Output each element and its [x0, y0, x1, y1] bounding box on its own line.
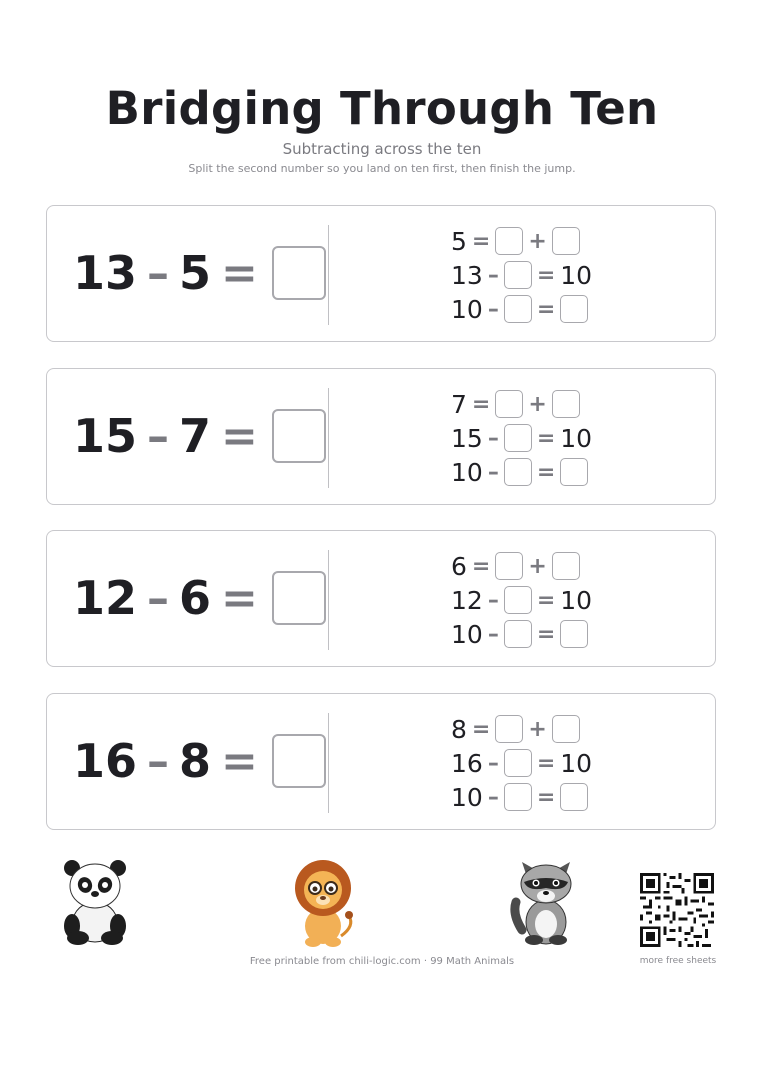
answer-box[interactable]	[272, 734, 326, 788]
raccoon-illustration	[508, 854, 582, 948]
bridging-steps	[451, 549, 691, 651]
step-to-ten-minuend: 15	[451, 423, 483, 453]
minuend: 15	[73, 409, 138, 463]
plus-sign: +	[528, 228, 547, 254]
minus-sign: –	[487, 296, 499, 322]
equals-sign: =	[471, 391, 491, 417]
to-ten-box[interactable]	[504, 424, 532, 452]
main-equation	[73, 206, 326, 340]
minus-sign: –	[487, 784, 499, 810]
step-finish	[451, 617, 691, 651]
page-subtitle: Subtracting across the ten	[282, 140, 482, 158]
main-equation	[73, 531, 326, 665]
ten-value: 10	[451, 294, 483, 324]
minus-sign: –	[147, 735, 170, 787]
equals-sign: =	[536, 296, 556, 322]
remaining-box[interactable]	[504, 783, 532, 811]
ten-value: 10	[451, 782, 483, 812]
ten-value: 10	[560, 748, 593, 778]
ten-value: 10	[560, 260, 593, 290]
to-ten-box[interactable]	[504, 261, 532, 289]
ten-value: 10	[560, 585, 593, 615]
step-to-ten-minuend: 16	[451, 748, 483, 778]
step-split	[451, 387, 691, 421]
ten-value: 10	[451, 457, 483, 487]
minus-sign: –	[147, 247, 170, 299]
step-split-number: 6	[451, 551, 467, 581]
qr-caption: more free sheets	[639, 956, 717, 966]
subtrahend: 5	[179, 246, 212, 300]
result-box[interactable]	[560, 783, 588, 811]
equals-sign: =	[536, 621, 556, 647]
equals-sign: =	[221, 735, 258, 787]
remaining-box[interactable]	[504, 295, 532, 323]
split-part-2-box[interactable]	[552, 227, 580, 255]
equals-sign: =	[536, 784, 556, 810]
minuend: 13	[73, 246, 138, 300]
split-part-1-box[interactable]	[495, 227, 523, 255]
step-to-ten-minuend: 12	[451, 585, 483, 615]
equals-sign: =	[471, 716, 491, 742]
step-finish	[451, 455, 691, 489]
instructions: Split the second number so you land on ten first, then finish the jump.	[188, 162, 576, 175]
panda-illustration	[58, 856, 132, 946]
minus-sign: –	[487, 459, 499, 485]
bridging-steps	[451, 224, 691, 326]
step-split-number: 7	[451, 389, 467, 419]
main-equation	[73, 369, 326, 503]
answer-box[interactable]	[272, 246, 326, 300]
step-to-ten	[451, 746, 691, 780]
to-ten-box[interactable]	[504, 586, 532, 614]
divider	[328, 225, 329, 325]
equals-sign: =	[536, 425, 556, 451]
remaining-box[interactable]	[504, 458, 532, 486]
equals-sign: =	[536, 459, 556, 485]
ten-value: 10	[560, 423, 593, 453]
qr-code[interactable]	[640, 873, 714, 947]
minus-sign: –	[487, 621, 499, 647]
result-box[interactable]	[560, 295, 588, 323]
split-part-2-box[interactable]	[552, 552, 580, 580]
remaining-box[interactable]	[504, 620, 532, 648]
step-to-ten	[451, 583, 691, 617]
step-to-ten	[451, 258, 691, 292]
equals-sign: =	[536, 262, 556, 288]
split-part-2-box[interactable]	[552, 390, 580, 418]
step-finish	[451, 292, 691, 326]
minuend: 16	[73, 734, 138, 788]
equals-sign: =	[471, 228, 491, 254]
subtrahend: 6	[179, 571, 212, 625]
split-part-1-box[interactable]	[495, 390, 523, 418]
minus-sign: –	[487, 750, 499, 776]
equals-sign: =	[471, 553, 491, 579]
split-part-1-box[interactable]	[495, 552, 523, 580]
bridging-steps	[451, 712, 691, 814]
minus-sign: –	[147, 572, 170, 624]
problem-card-1	[46, 205, 716, 342]
main-equation	[73, 694, 326, 828]
problem-card-4	[46, 693, 716, 830]
answer-box[interactable]	[272, 409, 326, 463]
step-split	[451, 549, 691, 583]
to-ten-box[interactable]	[504, 749, 532, 777]
result-box[interactable]	[560, 620, 588, 648]
step-split	[451, 224, 691, 258]
bridging-steps	[451, 387, 691, 489]
ten-value: 10	[451, 619, 483, 649]
page-title: Bridging Through Ten	[105, 82, 659, 135]
lion-illustration	[283, 856, 363, 948]
problem-card-2	[46, 368, 716, 505]
answer-box[interactable]	[272, 571, 326, 625]
subtrahend: 7	[179, 409, 212, 463]
result-box[interactable]	[560, 458, 588, 486]
divider	[328, 550, 329, 650]
equals-sign: =	[221, 410, 258, 462]
divider	[328, 388, 329, 488]
split-part-2-box[interactable]	[552, 715, 580, 743]
footer-credit: Free printable from chili-logic.com · 99 Math Animals	[249, 956, 515, 967]
equals-sign: =	[536, 587, 556, 613]
equals-sign: =	[221, 247, 258, 299]
divider	[328, 713, 329, 813]
equals-sign: =	[536, 750, 556, 776]
minus-sign: –	[487, 425, 499, 451]
step-split	[451, 712, 691, 746]
split-part-1-box[interactable]	[495, 715, 523, 743]
minus-sign: –	[147, 410, 170, 462]
plus-sign: +	[528, 391, 547, 417]
plus-sign: +	[528, 553, 547, 579]
subtrahend: 8	[179, 734, 212, 788]
step-finish	[451, 780, 691, 814]
step-split-number: 5	[451, 226, 467, 256]
plus-sign: +	[528, 716, 547, 742]
minus-sign: –	[487, 587, 499, 613]
minus-sign: –	[487, 262, 499, 288]
step-to-ten	[451, 421, 691, 455]
equals-sign: =	[221, 572, 258, 624]
step-split-number: 8	[451, 714, 467, 744]
problem-card-3	[46, 530, 716, 667]
step-to-ten-minuend: 13	[451, 260, 483, 290]
minuend: 12	[73, 571, 138, 625]
